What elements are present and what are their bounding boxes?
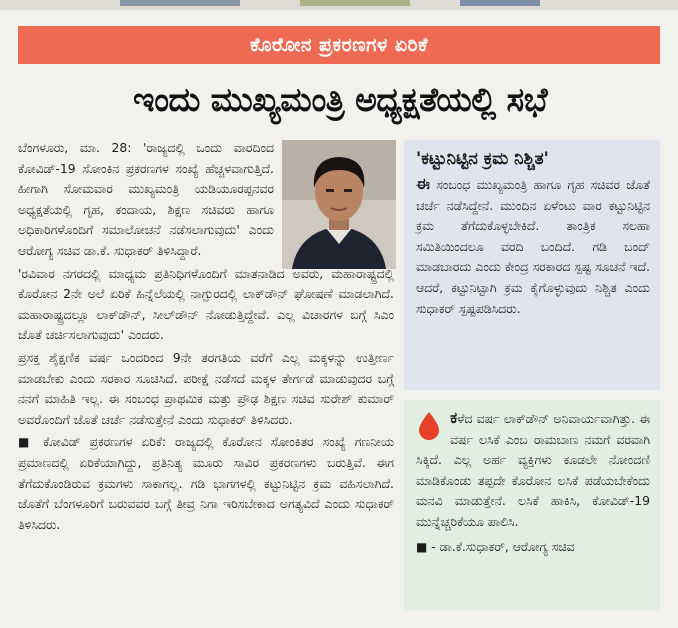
bullet-square-icon: ■ xyxy=(18,435,44,450)
article-paragraph-1: ಬೆಂಗಳೂರು, ಮಾ. 28: 'ರಾಜ್ಯದಲ್ಲಿ ಒಂದು ವಾರದಿಂದ ಕೋವಿಡ್-19 ಸೋಂಕಿನ ಪ್ರಕರಣಗಳ ಸಂಖ್ಯೆ ಹೆಚ್ಚಳವಾಗುತ್ತಿದೆ. ಹೀಗಾಗಿ ಸೋಮವಾರ ಮುಖ್ಯಮಂತ್ರಿ ಯಡಿಯೂರಪ್ಪನವರ ಅಧ್ಯಕ್ಷತೆಯಲ್ಲಿ ಗೃಹ, ಕಂದಾಯ, ಶಿಕ್ಷಣ ಸಚಿವರು ಹಾಗೂ ಅಧಿಕಾರಿಗಳೊಂದಿಗೆ ಸಮಾಲೋಚನೆ ನಡೆಸಲಾಗುವುದು' ಎಂದು ಆರೋಗ್ಯ ಸಚಿವ ಡಾ.ಕೆ. ಸುಧಾಕರ್ ತಿಳಿಸಿದ್ದಾರೆ. xyxy=(18,140,274,258)
vaccine-box-body: ಳೆದ ವರ್ಷ ಲಾಕ್‌ಡೌನ್ ಅನಿವಾರ್ಯವಾಗಿತ್ತು. ಈ ವರ್ಷ ಲಸಿಕೆ ಎಂಬ ರಾಮಬಾಣ ನಮಗೆ ವರವಾಗಿ ಸಿಕ್ಕಿದೆ. ಎಲ್ಲ ಅರ್ಹ ವ್ಯಕ್ತಿಗಳು ಕೂಡಲೇ ನೋಂದಣಿ ಮಾಡಿಕೊಂಡು ತಪ್ಪದೇ ಕೊರೋನ ಲಸಿಕೆ ಪಡೆಯಬೇಕೆಂದು ಮನವಿ ಮಾಡುತ್ತೇನೆ. ಲಸಿಕೆ ಹಾಕಿಸಿ, ಕೋವಿಡ್-19 ಮುನ್ನೆಚ್ಚರಿಕೆಯೂ ಪಾಲಿಸಿ. xyxy=(416,411,650,529)
sidebar-box-strict-measures xyxy=(404,140,660,390)
article-paragraph-3: ಪ್ರಸಕ್ತ ಶೈಕ್ಷಣಿಕ ವರ್ಷ ಒಂದರಿಂದ 9ನೇ ತರಗತಿಯ ವರೆಗೆ ಎಲ್ಲ ಮಕ್ಕಳನ್ನು ಉತ್ತೀರ್ಣ ಮಾಡಬೇಕು ಎಂದು ಸರಕಾರ ಸೂಚಿಸಿದೆ. ಪರೀಕ್ಷೆ ನಡೆಸದೆ ಮಕ್ಕಳ ತೇರ್ಗಡೆ ಮಾಡುವುದರ ಬಗ್ಗೆ ನನಗೆ ಮಾಹಿತಿ ಇಲ್ಲ. ಈ ಸಂಬಂಧ ಪ್ರಾಥಮಿಕ ಮತ್ತು ಪ್ರೌಢ ಶಿಕ್ಷಣ ಸಚಿವ ಸುರೇಶ್ ಕುಮಾರ್ ಅವರೊಂದಿಗೆ ಜೊತೆ ಚರ್ಚೆ ನಡೆಸುತ್ತೇನೆ ಎಂದು ಸುಧಾಕರ್ ತಿಳಿಸಿದರು. xyxy=(18,349,394,427)
headline: ಇಂದು ಮುಖ್ಯಮಂತ್ರಿ ಅಧ್ಯಕ್ಷತೆಯಲ್ಲಿ ಸಭೆ xyxy=(132,80,548,119)
top-strip xyxy=(0,0,678,10)
sidebar-box-title: 'ಕಟ್ಟುನಿಟ್ಟಿನ ಕ್ರಮ ನಿಶ್ಚಿತ' xyxy=(416,149,549,169)
vaccine-dropcap: ಕ xyxy=(450,408,458,427)
kicker-text: ಕೊರೋನ ಪ್ರಕರಣಗಳ ಏರಿಕೆ xyxy=(250,34,428,56)
article-paragraph-2: 'ರವಿವಾರ ನಗರದಲ್ಲಿ ಮಾಧ್ಯಮ ಪ್ರತಿನಿಧಿಗಳೊಂದಿಗೆ ಮಾತನಾಡಿದ ಅವರು, ಮಹಾರಾಷ್ಟ್ರದಲ್ಲಿ ಕೊರೋನ 2ನೇ ಅಲೆ ಏರಿಕೆ ಹಿನ್ನೆಲೆಯಲ್ಲಿ ನಾಗ್ಪುರದಲ್ಲಿ ಲಾಕ್‌ಡೌನ್ ಘೋಷಣೆ ಮಾಡಲಾಗಿದೆ. ಮಹಾರಾಷ್ಟ್ರದಲ್ಲೂ ಲಾಕ್‌ಡೌನ್, ಸೀಲ್‌ಡೌನ್ ನೋಡುತ್ತಿದ್ದೇವೆ. ಎಲ್ಲ ವಿಚಾರಗಳ ಬಗ್ಗೆ ಸಿಎಂ ಜೊತೆ ಚರ್ಚಿಸಲಾಗುವುದು' ಎಂದರು. xyxy=(18,265,394,343)
article-body xyxy=(18,138,394,537)
signature-square-icon: ■ xyxy=(416,539,432,554)
sidebar-box-body: ಸಂಬಂಧ ಮುಖ್ಯಮಂತ್ರಿ ಹಾಗೂ ಗೃಹ ಸಚಿವರ ಜೊತೆ ಚರ್ಚೆ ನಡೆಸಿದ್ದೇನೆ. ಮುಂದಿನ ಏಳೆಂಟು ವಾರ ಕಟ್ಟುನಿಟ್ಟಿನ ಕ್ರಮ ತೆಗೆದುಕೊಳ್ಳಬೇಕಿದೆ. ತಾಂತ್ರಿಕ ಸಲಹಾ ಸಮಿತಿಯಿಂದಲೂ ವರದಿ ಬಂದಿದೆ. ಗಡಿ ಬಂದ್ ಮಾಡಬಾರದು ಎಂದು ಕೇಂದ್ರ ಸರಕಾರದ ಸ್ಪಷ್ಟ ಸೂಚನೆ ಇದೆ. ಆದರೆ, ಕಟ್ಟುನಿಟ್ಟಾಗಿ ಕ್ರಮ ಕೈಗೊಳ್ಳುವುದು ನಿಶ್ಚಿತ ಎಂದು ಸುಧಾಕರ್ ಸ್ಪಷ್ಟಪಡಿಸಿದರು. xyxy=(416,177,650,316)
sidebar-box-vaccine xyxy=(404,400,660,610)
article-paragraph-4 xyxy=(18,432,394,535)
kicker-banner xyxy=(18,26,660,64)
article-paragraph-4-text: ಕೋವಿಡ್ ಪ್ರಕರಣಗಳ ಏರಿಕೆ: ರಾಜ್ಯದಲ್ಲಿ ಕೊರೋನ ಸೋಂಕಿತರ ಸಂಖ್ಯೆ ಗಣನೀಯ ಪ್ರಮಾಣದಲ್ಲಿ ಏರಿಕೆಯಾಗಿದ್ದು, ಪ್ರತಿನಿತ್ಯ ಮೂರು ಸಾವಿರ ಪ್ರಕರಣಗಳು ಬರುತ್ತಿವೆ. ಈಗ ತೆಗೆದುಕೊಂಡಿರುವ ಕ್ರಮಗಳು ಸಾಕಾಗಲ್ಲ. ಗಡಿ ಭಾಗಗಳಲ್ಲಿ ಕಟ್ಟುನಿಟ್ಟಿನ ಕ್ರಮ ವಹಿಸಲಾಗಿದೆ. ಜೊತೆಗೆ ಬೆಂಗಳೂರಿಗೆ ಬರುವವರ ಬಗ್ಗೆ ತೀವ್ರ ನಿಗಾ ಇರಿಸಬೇಕಾದ ಅಗತ್ಯವಿದೆ ಎಂದು ಸುಧಾಕರ್ ತಿಳಿಸಿದರು. xyxy=(18,434,394,532)
vaccine-box-text xyxy=(416,408,650,533)
red-drop-icon xyxy=(416,410,442,440)
sidebar-box-text xyxy=(416,174,650,319)
vaccine-signature: - ಡಾ.ಕೆ.ಸುಧಾಕರ್, ಆರೋಗ್ಯ ಸಚಿವ xyxy=(431,538,575,554)
vaccine-signature-row xyxy=(416,537,650,558)
sidebar-dropcap: ಈ xyxy=(416,174,430,193)
